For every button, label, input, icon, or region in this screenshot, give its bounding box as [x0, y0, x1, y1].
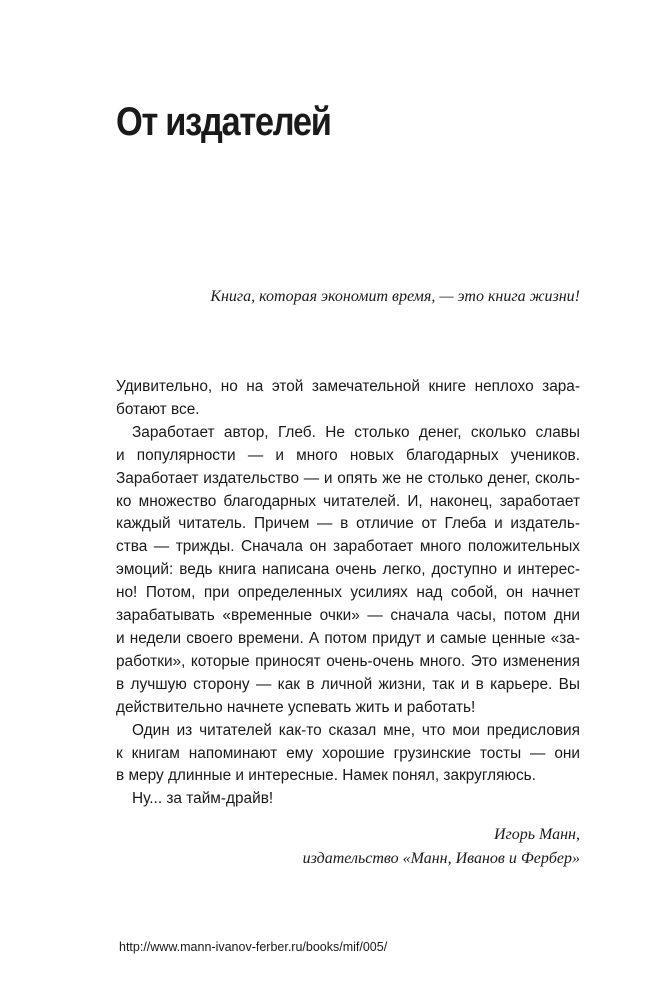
- body-text: [116, 376, 580, 811]
- body-line: и недели своего времени. А потом придут и самые ценные «за-: [116, 629, 580, 647]
- body-line: Заработает автор, Глеб. Не столько денег, сколько славы: [132, 423, 580, 441]
- body-line: ботают все.: [116, 400, 200, 418]
- body-line: и популярности — и много новых благодарных учеников.: [116, 446, 580, 464]
- body-line: Заработает издательство — и опять же не столько денег, сколь-: [116, 469, 580, 487]
- body-line: Один из читателей как-то сказал мне, что мои предисловия: [132, 721, 580, 739]
- epigraph: Книга, которая экономит время, — это книга жизни!: [210, 288, 580, 305]
- body-line: в лучшую сторону — как в личной жизни, так и в карьере. Вы: [116, 675, 580, 693]
- page-title: От издателей: [116, 100, 331, 144]
- body-line: каждый читатель. Причем — в отличие от Глеба и издатель-: [116, 515, 580, 533]
- body-line: в меру длинные и интересные. Намек понял, закругляюсь.: [116, 767, 536, 785]
- body-line: ко множество благодарных читателей. И, наконец, заработает: [116, 492, 580, 510]
- body-line: к книгам напоминают ему хорошие грузинские тосты — они: [116, 744, 580, 762]
- body-line: действительно начнете успевать жить и работать!: [116, 698, 476, 716]
- body-line: эмоций: ведь книга написана очень легко, доступно и интерес-: [116, 561, 580, 579]
- body-line: ства — трижды. Сначала он заработает много положительных: [116, 538, 580, 556]
- body-line: Удивительно, но на этой замечательной книге неплохо зара-: [116, 378, 580, 395]
- footer-url: http://www.mann-ivanov-ferber.ru/books/mif/005/: [119, 940, 388, 954]
- signature-publisher: издательство «Манн, Иванов и Фербер»: [302, 850, 580, 867]
- signature-name: Игорь Манн,: [493, 826, 580, 843]
- body-line: но! Потом, при определенных усилиях над собой, он начнет: [116, 584, 580, 602]
- body-line: зарабатывать «временные очки» — сначала часы, потом дни: [116, 607, 580, 625]
- signature: [116, 823, 580, 871]
- body-line: работки», которые приносят очень-очень много. Это изменения: [116, 652, 580, 670]
- body-line: Ну... за тайм-драйв!: [132, 790, 274, 808]
